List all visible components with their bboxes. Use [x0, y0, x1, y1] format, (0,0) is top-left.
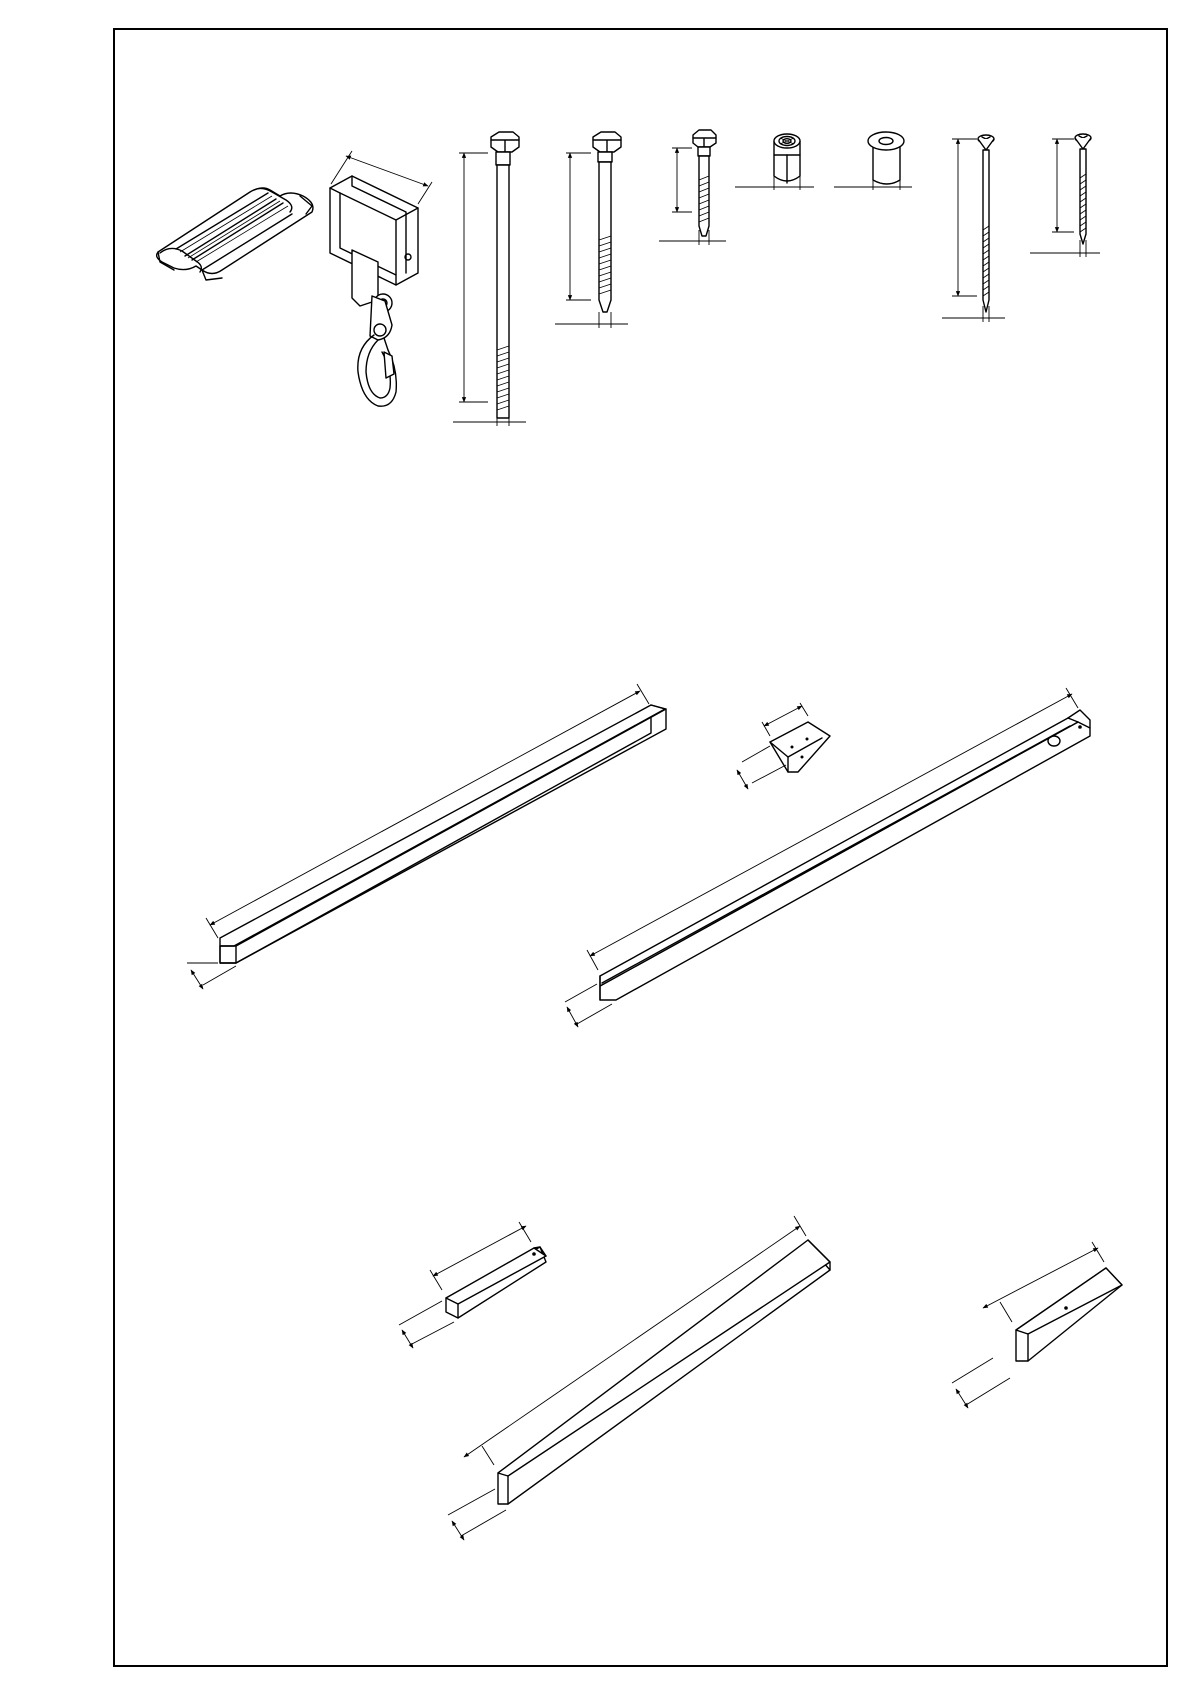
- end-board-part: [1016, 1268, 1122, 1361]
- short-bolt-part: [693, 130, 716, 236]
- short-screw-part: [1075, 134, 1091, 244]
- long-screw-dimension: [942, 139, 1005, 322]
- sheet-border: [114, 29, 1167, 1666]
- short-screw-dimension: [1030, 139, 1100, 257]
- short-bolt-dimension: [659, 148, 726, 245]
- square-beam-part: [220, 705, 666, 963]
- medium-bolt-dimension: [555, 153, 628, 328]
- long-slanted-board-part: [498, 1240, 830, 1504]
- lock-nut-dimension: [735, 176, 814, 190]
- swing-hanger-part: [330, 176, 418, 406]
- short-block-part: [446, 1247, 546, 1318]
- short-block-dimension: [399, 1222, 531, 1348]
- medium-bolt-part: [593, 132, 621, 312]
- long-leg-beam-part: [600, 710, 1090, 1000]
- long-screw-part: [978, 135, 994, 312]
- footrest-part: [157, 188, 313, 280]
- long-bolt-part: [491, 132, 519, 418]
- small-bracket-part: [770, 722, 830, 772]
- washer-dimension: [834, 176, 912, 190]
- lock-nut-part: [774, 134, 800, 183]
- long-bolt-dimension: [453, 153, 526, 426]
